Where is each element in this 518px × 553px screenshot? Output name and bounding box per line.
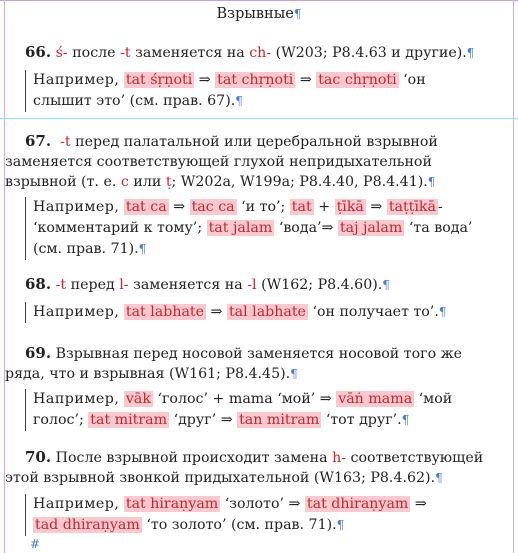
section-title: Взрывные¶ [216, 6, 302, 22]
rule-70: 70. После взрывной происходит замена h- соответствующей этой взрывной звонкой придыхательной (W163; P8.4.62).¶ [5, 448, 484, 486]
top-rule [0, 0, 518, 1]
frame-guide [0, 118, 518, 119]
example-67: Например, tat ca ⇒ tac ca ‘и то’; tat + ṭīkā ⇒ taṭṭīkā - ‘комментарий к тому’; tat jalam ‘вода’⇒ taj jalam ‘та вода’ (см. прав. 71).¶ [25, 197, 512, 260]
margin-guide-right [513, 0, 514, 553]
rule-69: 69. Взрывная перед носовой заменяется носовой того же ряда, что и взрывная (W161; P8.4.45).¶ [5, 344, 463, 382]
example-69: Например, vāk ‘голос’ + mama ‘мой’ ⇒ vāṅ mama ‘мой голос’; tat mitram ‘друг’ ⇒ tan mitram ‘тот друг’.¶ [25, 389, 512, 431]
rule-66: 66. ś- после -t заменяется на ch- (W203; P8.4.63 и другие).¶ [25, 43, 475, 61]
hash-marker: # [30, 537, 41, 551]
example-70: Например, tat hiraṇyam ‘золото’ ⇒ tat dhiraṇyam ⇒ tad dhiraṇyam ‘то золото’ (см. прав. 71).¶ [25, 494, 512, 536]
example-68: Например, tat labhate ⇒ tal labhate ‘он получает то’.¶ [25, 302, 512, 323]
example-66: Например, tat śṛṇoti ⇒ tat chṛṇoti ⇒ tac chṛṇoti ‘он слышит это’ (см. прав. 67).¶ [25, 70, 512, 112]
rule-67: 67. -t перед палатальной или церебральной взрывной заменяется соответствующей глухой непридыхательной взрывной (т. е. c или ṭ; W202a, W199a; P8.4.40, P8.4.41).¶ [5, 132, 438, 190]
rule-68: 68. -t перед l- заменяется на -l (W162; P8.4.60).¶ [25, 275, 390, 293]
